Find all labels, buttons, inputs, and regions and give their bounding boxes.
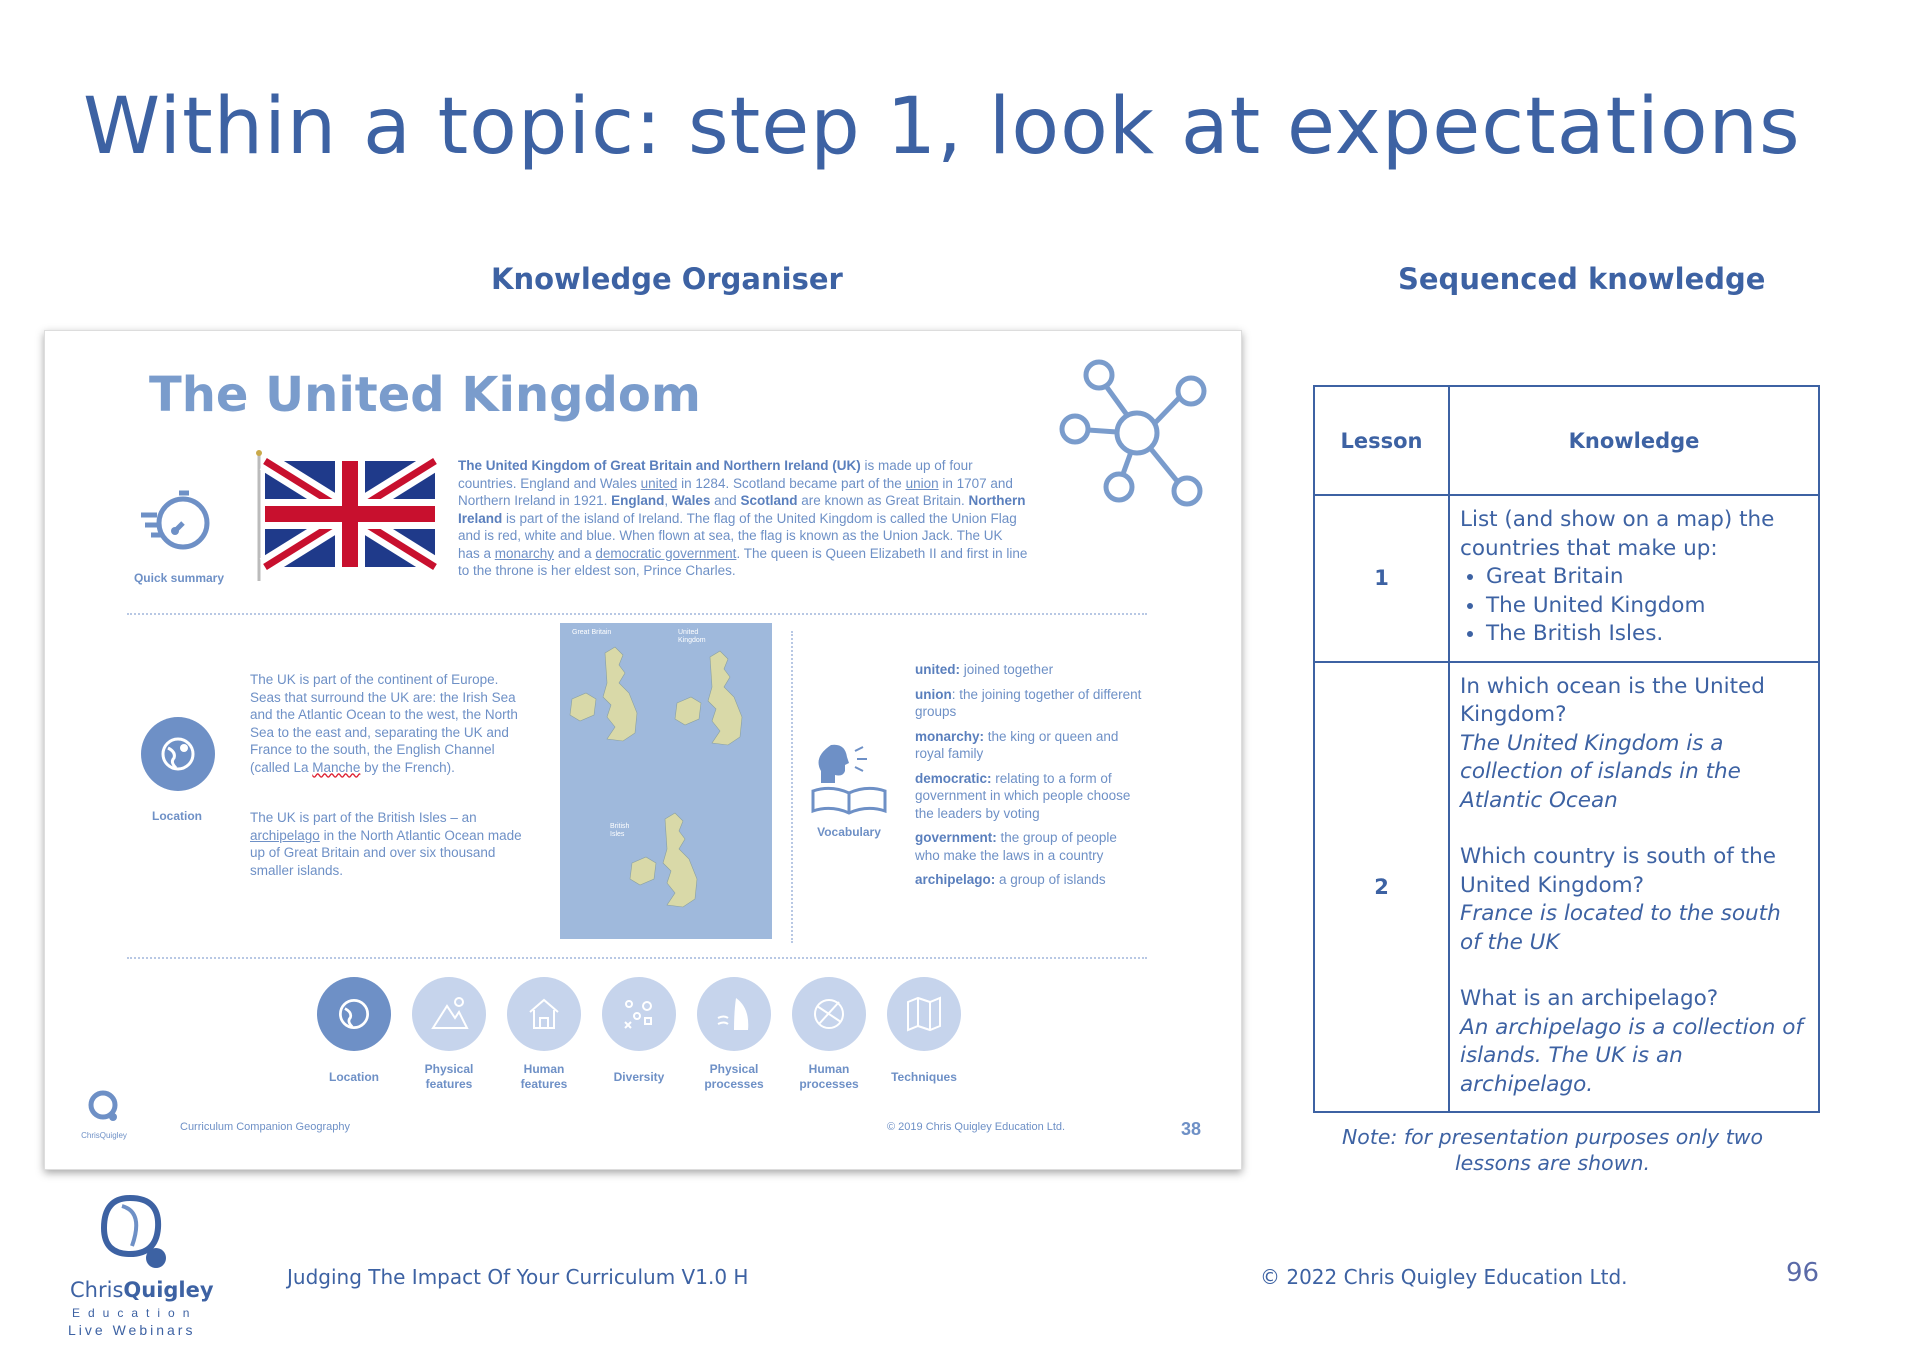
knowledge-cell	[1449, 495, 1819, 662]
map-label-great-britain: Great Britain	[572, 629, 612, 636]
table-row	[1314, 495, 1819, 662]
list-item: • Great Britain	[1486, 563, 1808, 592]
list-item: • The United Kingdom	[1486, 592, 1808, 621]
organiser-title: The United Kingdom	[149, 367, 701, 423]
uk-maps-image	[560, 623, 772, 939]
organiser-footer-left: Curriculum Companion Geography	[180, 1121, 350, 1133]
mountain-icon	[412, 977, 486, 1051]
question: In which ocean is the United Kingdom?	[1460, 673, 1765, 727]
footer-logo-tag: Live Webinars	[68, 1322, 196, 1338]
location-icon	[317, 977, 391, 1051]
answer: France is located to the south of the UK	[1460, 901, 1781, 955]
map-shapes	[560, 623, 772, 939]
knowledge-intro: List (and show on a map) the countries that make up:	[1460, 507, 1775, 561]
location-paragraph-1: The UK is part of the continent of Europe. Seas that surround the UK are: the Irish Sea and the Atlantic Ocean to the west, the North Sea to the east and, separating the UK and France to the south, the English Channel (called La Manche by the French).	[250, 672, 518, 775]
footer-title: Judging The Impact Of Your Curriculum V1.0 H	[287, 1265, 749, 1289]
map-label-united-kingdom: United Kingdom	[678, 629, 706, 644]
topic-label-diversity: Diversity	[613, 1070, 665, 1084]
answer: The United Kingdom is a collection of islands in the Atlantic Ocean	[1460, 730, 1741, 813]
table-row	[1314, 662, 1819, 1113]
list-item: • The British Isles.	[1486, 620, 1808, 649]
header-knowledge: Knowledge	[1449, 386, 1819, 495]
vocab-item: monarchy: the king or queen and royal family	[915, 728, 1119, 761]
slide-page-number: 96	[1786, 1258, 1820, 1288]
knowledge-organiser-page	[44, 330, 1242, 1170]
vocab-item: union: the joining together of different groups	[915, 686, 1142, 719]
sequenced-knowledge-table	[1313, 385, 1820, 1113]
topic-label-physical-features: Physical features	[424, 1062, 474, 1091]
question: What is an archipelago?	[1460, 986, 1719, 1011]
topic-label-techniques: Techniques	[891, 1070, 957, 1084]
network-icon	[1055, 353, 1220, 518]
presentation-note: Note: for presentation purposes only two lessons are shown.	[1341, 1125, 1764, 1175]
lesson-number: 2	[1314, 662, 1449, 1113]
organiser-page-number: 38	[1181, 1119, 1202, 1139]
location-icon	[141, 717, 215, 791]
location-label: Location	[152, 809, 202, 823]
union-flag-image	[255, 449, 440, 584]
knowledge-organiser-heading: Knowledge Organiser	[491, 262, 843, 296]
summary-paragraph: The United Kingdom of Great Britain and Northern Ireland (UK) is made up of four countries. England and Wales united in 1284. Scotland became part of the union in 1707 and Northern Ireland in 1921. England, Wales and Scotland are known as Great Britain. Northern Ireland is part of the island of Ireland. The flag of the United Kingdom is called the Union Flag and is red, white and blue. When flown at sea, the flag is known as the Union Jack. The UK has a monarchy and a democratic government. The queen is Queen Elizabeth II and first in line to the throne is her eldest son, Prince Charles.	[458, 458, 1028, 578]
divider-top	[127, 613, 1147, 615]
topic-label-location: Location	[329, 1070, 379, 1084]
topic-label-human-processes: Human processes	[799, 1062, 859, 1091]
location-paragraph-2: The UK is part of the British Isles – an archipelago in the North Atlantic Ocean made up of Great Britain and over six thousand smaller islands.	[250, 810, 522, 878]
vocab-item: government: the group of people who make the laws in a country	[915, 830, 1117, 863]
vocabulary-list	[915, 661, 1145, 889]
map-icon	[887, 977, 961, 1051]
vocab-item: archipelago: a group of islands	[915, 872, 1106, 887]
knowledge-cell	[1449, 662, 1819, 1113]
sequenced-knowledge-heading: Sequenced knowledge	[1398, 262, 1766, 296]
globe-icon	[792, 977, 866, 1051]
vocabulary-icon	[809, 741, 891, 815]
topic-label-human-features: Human features	[520, 1062, 568, 1091]
organiser-logo-icon	[83, 1085, 125, 1127]
map-label-british-isles: British Isles	[610, 823, 630, 838]
divider-bottom	[127, 957, 1147, 959]
quick-summary-label: Quick summary	[133, 571, 225, 585]
vocab-item: united: joined together	[915, 662, 1054, 677]
organiser-footer-copyright: © 2019 Chris Quigley Education Ltd.	[887, 1121, 1066, 1133]
slide-title: Within a topic: step 1, look at expectations	[83, 82, 1801, 172]
vocab-item: democratic: relating to a form of government in which people choose the leaders by voting	[915, 770, 1131, 821]
footer-logo-sub: Education	[72, 1306, 198, 1320]
header-lesson: Lesson	[1314, 386, 1449, 495]
lesson-number: 1	[1314, 495, 1449, 662]
house-icon	[507, 977, 581, 1051]
diversity-icon	[602, 977, 676, 1051]
vocabulary-label: Vocabulary	[817, 825, 881, 839]
question: Which country is south of the United Kingdom?	[1460, 844, 1776, 898]
topic-label-physical-processes: Physical processes	[704, 1062, 764, 1091]
chris-quigley-logo-icon	[86, 1188, 176, 1278]
organiser-logo-text: ChrisQuigley	[81, 1131, 127, 1140]
vertical-divider	[791, 631, 793, 943]
knowledge-list	[1460, 563, 1808, 649]
footer-copyright: © 2022 Chris Quigley Education Ltd.	[1260, 1265, 1628, 1289]
footer-logo-name: ChrisQuigley	[70, 1278, 214, 1302]
stopwatch-icon	[137, 481, 217, 561]
table-header-row	[1314, 386, 1819, 495]
answer: An archipelago is a collection of islands. The UK is an archipelago.	[1460, 1014, 1803, 1097]
waterfall-icon	[697, 977, 771, 1051]
